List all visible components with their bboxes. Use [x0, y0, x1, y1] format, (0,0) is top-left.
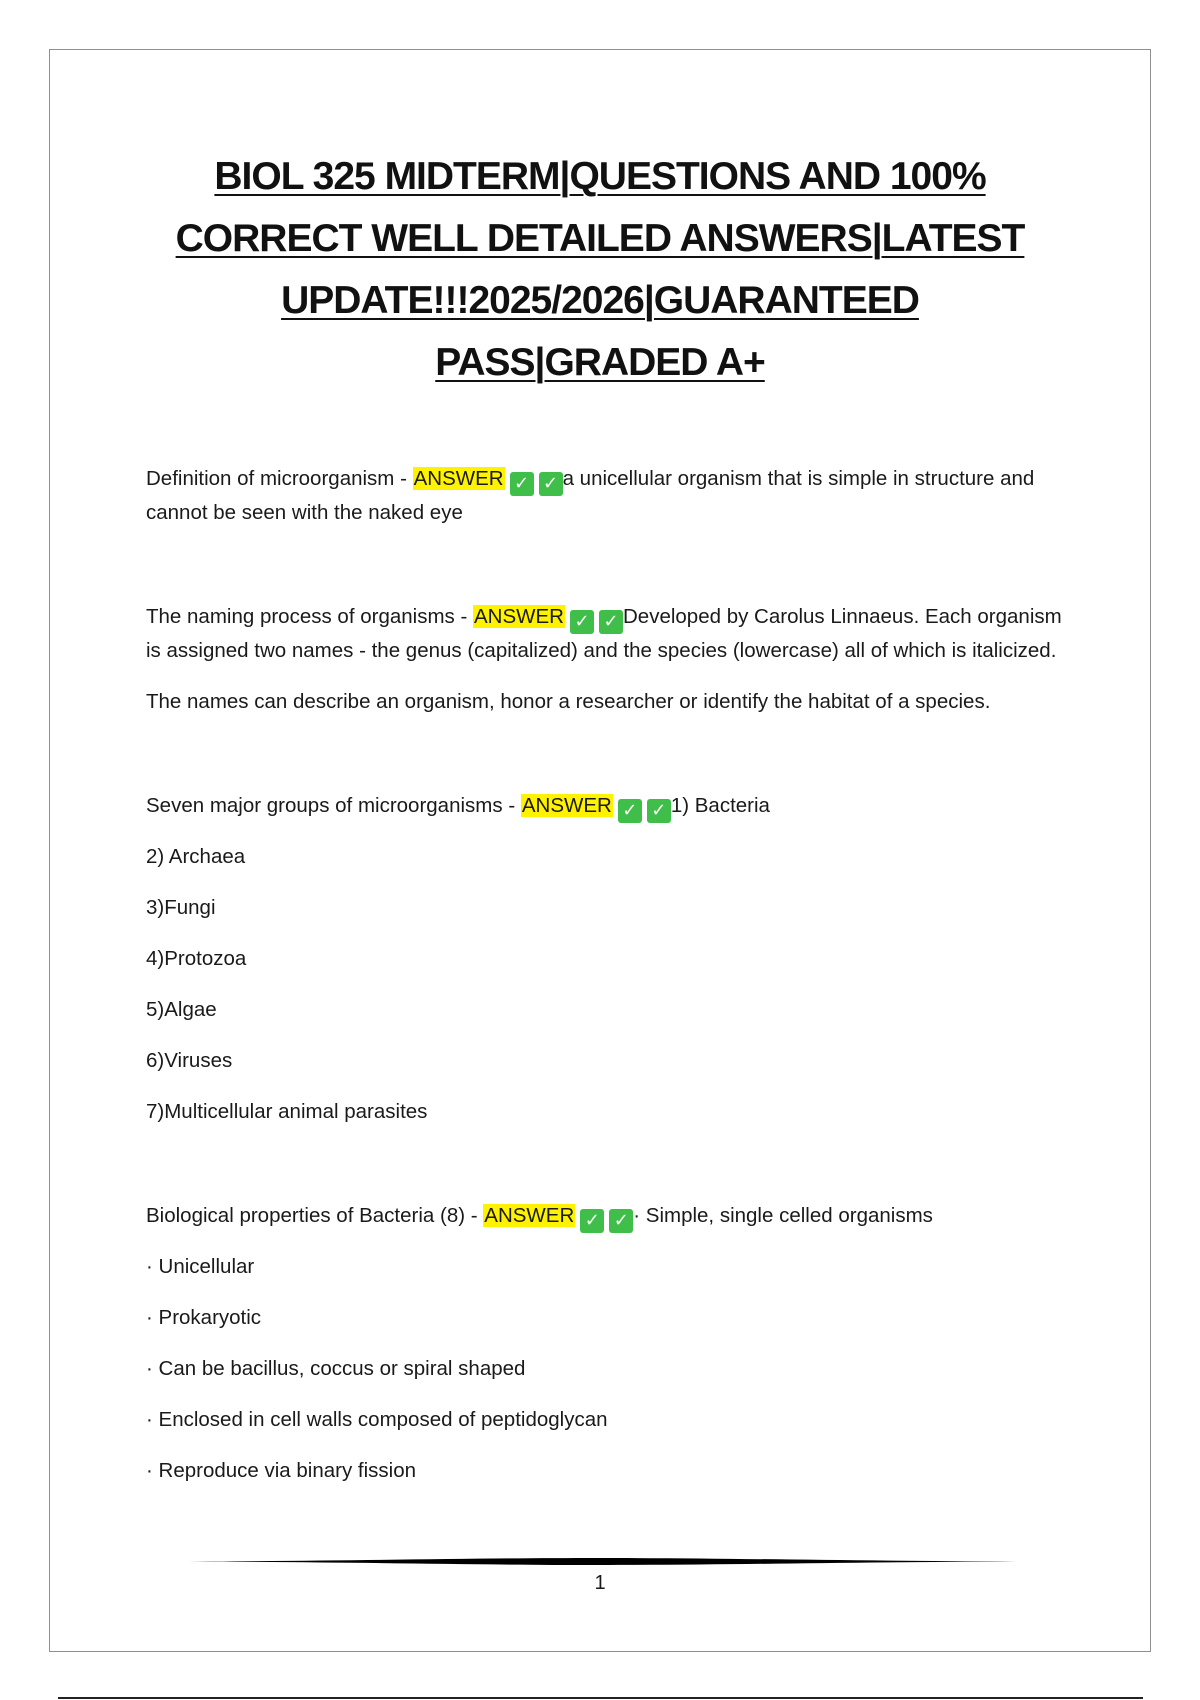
- question-text: Definition of microorganism -: [146, 467, 413, 490]
- footer-divider: [165, 1558, 1035, 1565]
- check-mark-icon: ✓: [570, 610, 594, 634]
- list-item: 4)Protozoa: [146, 947, 247, 970]
- list-item: 7)Multicellular animal parasites: [146, 1100, 428, 1123]
- question-text: Biological properties of Bacteria (8) -: [146, 1204, 484, 1227]
- list-item: 5)Algae: [146, 998, 217, 1021]
- answer-label: ANSWER: [474, 605, 564, 628]
- answer-label: ANSWER: [413, 467, 504, 490]
- qa-item: [146, 789, 1066, 823]
- answer-line: The names can describe an organism, honor a researcher or identify the habitat of a species.: [146, 690, 991, 713]
- list-item: 2) Archaea: [146, 845, 246, 868]
- page-edge-rule: [58, 1697, 1143, 1699]
- list-item: · Enclosed in cell walls composed of peptidoglycan: [146, 1408, 608, 1431]
- list-item: · Can be bacillus, coccus or spiral shaped: [146, 1357, 526, 1380]
- page-number: 1: [594, 1572, 606, 1594]
- question-text: Seven major groups of microorganisms -: [146, 794, 521, 817]
- check-mark-icon: ✓: [580, 1209, 604, 1233]
- answer-text: 1) Bacteria: [670, 794, 770, 817]
- qa-item: [146, 600, 1066, 668]
- answer-label: ANSWER: [521, 794, 612, 817]
- check-mark-icon: ✓: [618, 799, 642, 823]
- list-item: · Unicellular: [146, 1255, 255, 1278]
- qa-item: [146, 462, 1066, 530]
- document-body: [146, 462, 1066, 1488]
- check-mark-icon: ✓: [609, 1209, 633, 1233]
- question-text: The naming process of organisms -: [146, 605, 473, 628]
- check-mark-icon: ✓: [510, 472, 534, 496]
- list-item: · Reproduce via binary fission: [146, 1459, 417, 1482]
- check-mark-icon: ✓: [599, 610, 623, 634]
- answer-text: · Simple, single celled organisms: [633, 1204, 933, 1227]
- check-mark-icon: ✓: [647, 799, 671, 823]
- list-item: · Prokaryotic: [146, 1306, 262, 1329]
- list-item: 6)Viruses: [146, 1049, 233, 1072]
- answer-text: a unicellular organism that is simple in structure and cannot be seen with the naked eye: [146, 467, 1035, 524]
- answer-label: ANSWER: [484, 1204, 575, 1227]
- list-item: 3)Fungi: [146, 896, 216, 919]
- document-title: BIOL 325 MIDTERM|QUESTIONS AND 100% CORRECT WELL DETAILED ANSWERS|LATEST UPDATE!!!2025/2026|GUARANTEED PASS|GRADED A+: [175, 155, 1025, 384]
- check-mark-icon: ✓: [539, 472, 563, 496]
- qa-item: [146, 1199, 1066, 1233]
- answer-text: Developed by Carolus Linnaeus. Each organism is assigned two names - the genus (capitalized) and the species (lowercase) all of which is italicized.: [146, 605, 1062, 662]
